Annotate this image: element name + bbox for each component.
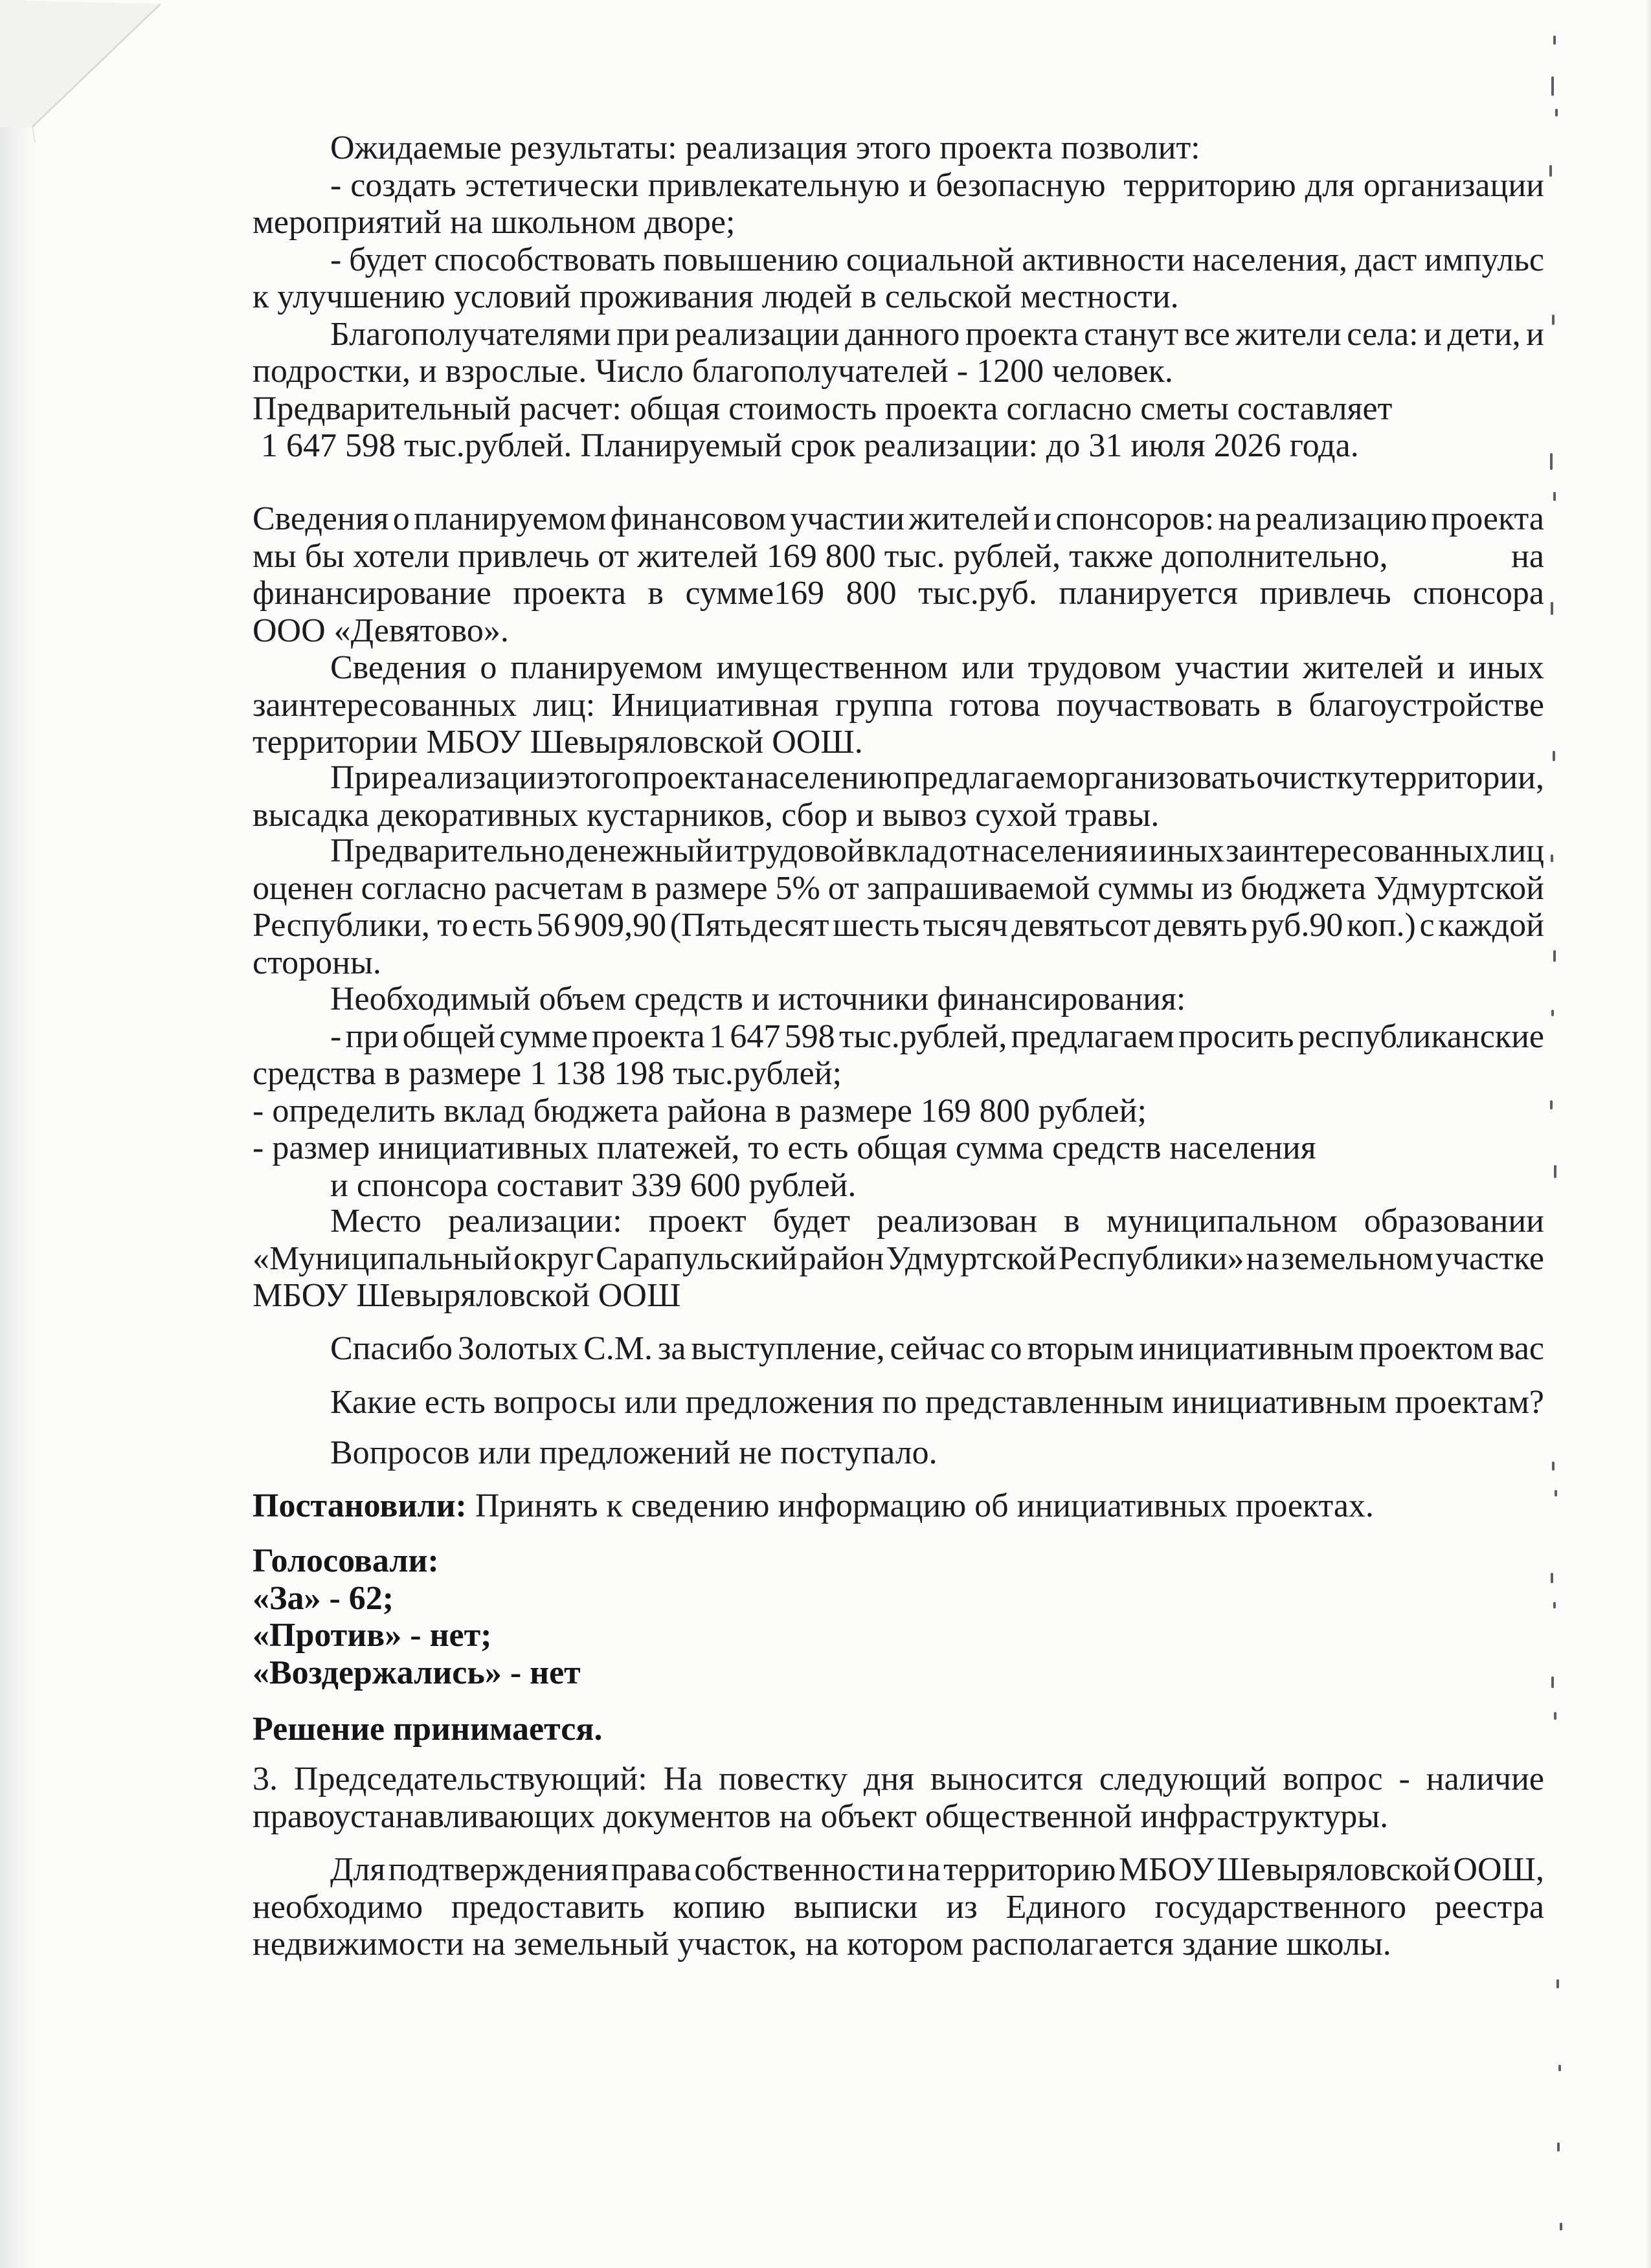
text-fragment: и спонсора составит 339 600 рублей. — [330, 1166, 857, 1204]
edge-dash — [1553, 1602, 1556, 1608]
text-line — [253, 129, 1544, 167]
text-line — [253, 390, 1544, 428]
edge-dash — [1551, 76, 1554, 96]
text-line — [253, 981, 1544, 1018]
text-fragment: - при общей сумме проекта 1 647 598 тыс.рублей, предлагаем просить республиканские — [330, 1017, 1544, 1055]
edge-dash — [1551, 1573, 1553, 1583]
edge-dash — [1553, 950, 1556, 962]
text-line — [253, 427, 1544, 465]
text-fragment: Вопросов или предложений не поступало. — [330, 1434, 938, 1471]
text-fragment: При реализации этого проекта населению предлагаем организовать очистку территории, — [330, 759, 1544, 796]
edge-dash — [1554, 1712, 1556, 1720]
edge-dash — [1551, 1676, 1554, 1688]
text-fragment: на — [1511, 537, 1544, 575]
text-fragment: оценен согласно расчетам в размере 5% от запрашиваемой суммы из бюджета Удмуртской — [253, 869, 1544, 907]
text-line — [253, 944, 1544, 982]
text-fragment: Постановили: Принять к сведению информацию об инициативных проектах. — [253, 1487, 1374, 1524]
text-fragment: финансирование проекта в сумме169 800 тыс.руб. планируется привлечь спонсора — [253, 575, 1544, 612]
text-line — [253, 1889, 1544, 1926]
text-line — [253, 1617, 1544, 1654]
text-fragment: - будет способствовать повышению социальной активности населения, даст импульс — [330, 241, 1544, 278]
text-line — [253, 1487, 1544, 1525]
edge-dash — [1554, 1165, 1556, 1178]
text-line — [253, 687, 1544, 724]
text-fragment: Какие есть вопросы или предложения по представленным инициативным проектам? — [330, 1384, 1544, 1421]
text-fragment: Ожидаемые результаты: реализация этого проекта позволит: — [330, 129, 1200, 166]
text-line — [253, 1384, 1544, 1421]
text-fragment: Республики, то есть 56 909,90 (Пятьдесят шесть тысяч девятьсот девять руб.90 коп.) с каждой — [253, 907, 1545, 944]
text-line — [253, 1055, 1544, 1093]
edge-dash — [1555, 1490, 1557, 1496]
edge-dash — [1549, 165, 1552, 177]
text-line — [253, 724, 1544, 761]
text-fragment: Предварительный расчет: общая стоимость проекта согласно сметы составляет — [253, 390, 1393, 427]
edge-dash — [1550, 1100, 1553, 1109]
text-line — [253, 1240, 1544, 1278]
edge-dash — [1560, 2223, 1562, 2230]
text-line — [253, 1129, 1544, 1167]
text-fragment: «Воздержались» - нет — [253, 1654, 581, 1691]
text-line — [253, 241, 1544, 279]
text-line — [253, 1277, 1544, 1315]
text-line — [253, 832, 1544, 870]
text-line — [253, 907, 1544, 944]
text-line — [253, 1203, 1544, 1240]
text-line — [253, 167, 1544, 205]
text-line — [253, 649, 1544, 687]
edge-dash — [1551, 1010, 1554, 1016]
text-line — [253, 204, 1544, 241]
text-line — [253, 1798, 1544, 1836]
text-line — [253, 1711, 1544, 1748]
text-fragment: «Против» - нет; — [253, 1617, 492, 1654]
edge-dash — [1553, 36, 1556, 45]
text-line — [253, 353, 1544, 390]
text-line — [253, 1580, 1544, 1618]
edge-dash — [1551, 602, 1553, 615]
text-line — [253, 1434, 1544, 1472]
edge-dash — [1556, 1979, 1559, 1988]
text-line — [253, 1018, 1544, 1056]
text-line — [253, 278, 1544, 316]
text-fragment: Для подтверждения права собственности на территорию МБОУ Шевыряловской ООШ, — [330, 1851, 1544, 1888]
text-line — [253, 1330, 1544, 1368]
text-fragment: к улучшению условий проживания людей в сельской местности. — [253, 278, 1179, 315]
text-fragment: заинтересованных лиц: Инициативная группа готова поучаствовать в благоустройстве — [253, 686, 1544, 724]
edge-dash — [1555, 109, 1558, 117]
text-line — [253, 1851, 1544, 1889]
text-fragment: необходимо предоставить копию выписки из Единого государственного реестра — [253, 1888, 1544, 1926]
text-line — [253, 500, 1544, 538]
text-fragment: средства в размере 1 138 198 тыс.рублей; — [253, 1055, 842, 1092]
text-line — [253, 575, 1544, 612]
text-fragment: Сведения о планируемом финансовом участии жителей и спонсоров: на реализацию проекта — [253, 500, 1545, 537]
text-line — [253, 316, 1544, 353]
text-fragment: - размер инициативных платежей, то есть общая сумма средств населения — [253, 1129, 1316, 1166]
text-fragment: Решение принимается. — [253, 1711, 603, 1748]
text-fragment: правоустанавливающих документов на объект общественной инфраструктуры. — [253, 1797, 1389, 1835]
edge-dash — [1553, 492, 1556, 501]
text-fragment: Место реализации: проект будет реализован в муниципальном образовании — [330, 1203, 1544, 1240]
page-right-edge — [1646, 0, 1651, 2268]
text-line — [253, 870, 1544, 907]
text-fragment: Спасибо Золотых С.М. за выступление, сейчас со вторым инициативным проектом вас — [330, 1330, 1544, 1367]
text-fragment: - определить вклад бюджета района в размере 169 800 рублей; — [253, 1092, 1147, 1129]
text-fragment: ООО «Девятово». — [253, 612, 509, 649]
edge-dash — [1557, 2142, 1560, 2151]
text-line — [253, 1167, 1544, 1205]
edge-dash — [1552, 315, 1555, 325]
text-fragment: высадка декоративных кустарников, сбор и вывоз сухой травы. — [253, 796, 1160, 834]
text-line — [253, 1926, 1544, 1963]
text-fragment: Сведения о планируемом имущественном или трудовом участии жителей и иных — [330, 649, 1544, 686]
text-fragment: мероприятий на школьном дворе; — [253, 204, 736, 241]
text-fragment: Благополучателями при реализации данного проекта станут все жители села: и дети, и — [330, 315, 1544, 353]
text-fragment: МБОУ Шевыряловской ООШ — [253, 1277, 681, 1314]
text-line — [253, 612, 1544, 650]
text-line — [253, 1542, 1544, 1580]
edge-dash — [1558, 2065, 1561, 2071]
edge-dash — [1551, 854, 1553, 862]
text-fragment: территории МБОУ Шевыряловской ООШ. — [253, 724, 863, 761]
text-line — [253, 1654, 1544, 1692]
text-fragment: мы бы хотели привлечь от жителей 169 800 тыс. рублей, также дополнительно, — [253, 537, 1388, 575]
text-fragment: Предварительно денежный и трудовой вклад от населения и иных заинтересованных лиц — [330, 832, 1544, 869]
edge-dash — [1552, 1462, 1555, 1471]
text-line — [253, 797, 1544, 834]
text-fragment: недвижимости на земельный участок, на котором располагается здание школы. — [253, 1926, 1391, 1962]
text-fragment: 3. Председательствующий: На повестку дня выносится следующий вопрос - наличие — [253, 1761, 1544, 1797]
text-fragment: «За» - 62; — [253, 1579, 394, 1617]
text-line — [253, 759, 1544, 797]
text-fragment: Необходимый объем средств и источники финансирования: — [330, 981, 1186, 1017]
text-fragment: стороны. — [253, 944, 381, 981]
text-fragment: подростки, и взрослые. Число благополучателей - 1200 человек. — [253, 353, 1173, 390]
edge-dash — [1553, 751, 1555, 761]
text-line — [253, 538, 1544, 575]
edge-dash — [1550, 453, 1553, 470]
text-fragment: «Муниципальный округ Сарапульский район Удмуртской Республики» на земельном участке — [253, 1240, 1544, 1277]
text-fragment: 1 647 598 тыс.рублей. Планируемый срок реализации: до 31 июля 2026 года. — [253, 427, 1359, 464]
text-line — [253, 1761, 1544, 1798]
text-line — [253, 1093, 1544, 1130]
text-fragment: Голосовали: — [253, 1542, 439, 1579]
text-fragment: - создать эстетически привлекательную и безопасную территорию для организации — [330, 166, 1544, 204]
